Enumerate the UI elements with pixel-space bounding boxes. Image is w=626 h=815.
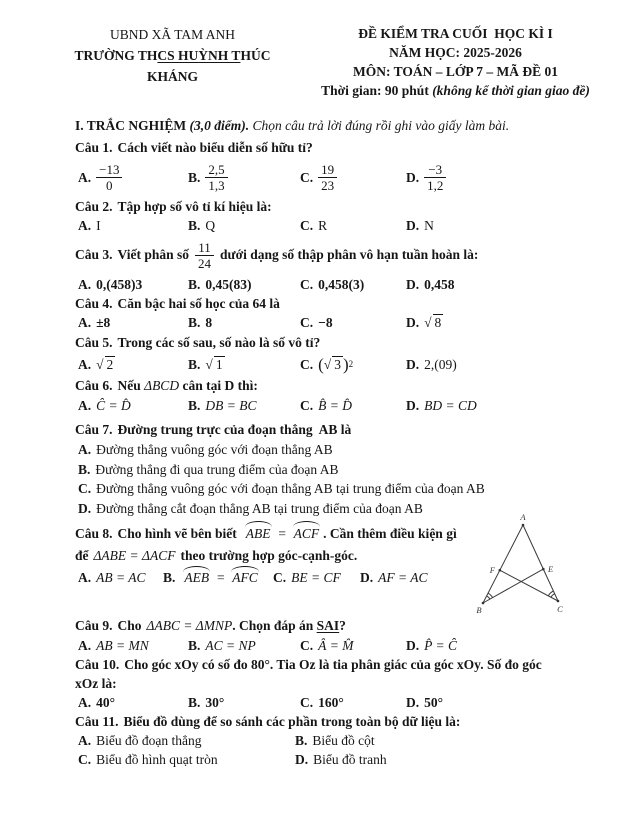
fraction: $\frac{-13}{0}$ <box>96 162 122 193</box>
sqrt-expression: √ 8 <box>424 315 442 330</box>
question-2-options <box>75 216 574 235</box>
q10-option-a: A. 40° <box>78 695 116 710</box>
q9-option-d: D. P̂ = Ĉ <box>406 638 457 653</box>
fraction: $\frac{2,5}{1,3}$ <box>205 162 227 193</box>
question-8-label: Câu 8. <box>75 526 113 541</box>
q2-option-c: C. R <box>300 218 328 233</box>
q7-option-a: A. Đường thẳng vuông góc với đoạn thẳng AB <box>78 442 333 457</box>
q3-option-a: A. 0,(458)3 <box>78 277 143 292</box>
fraction: $\frac{-3}{1,2}$ <box>424 162 446 193</box>
question-3-text: Câu 3. Viết phân số $\frac{11}{24}$ dưới dạng số thập phân vô hạn tuần hoàn là: <box>75 239 479 271</box>
sqrt-expression: √ 3 <box>323 356 341 372</box>
question-4-text: Căn bậc hai số học của 64 là <box>117 296 280 311</box>
question-4 <box>75 294 574 333</box>
widehat-angle: ABE <box>244 523 273 545</box>
q9-option-c: C. Â = M̂ <box>300 638 354 653</box>
q6-option-d: D. BD = CD <box>406 398 477 413</box>
org-name: UBND XÃ TAM ANH <box>109 27 236 42</box>
question-2-text: Tập hợp số vô tỉ kí hiệu là: <box>117 199 272 214</box>
subject-line: MÔN: TOÁN – LỚP 7 – MÃ ĐỀ 01 <box>352 64 558 79</box>
question-1-label: Câu 1. <box>75 140 113 155</box>
school-header <box>50 24 295 100</box>
q9-option-b: B. AC = NP <box>188 638 256 653</box>
question-10-text: Cho góc xOy có số đo 80°. Tia Oz là tia phân giác của góc xOy. Số đo góc <box>124 657 542 672</box>
q4-option-b: B. 8 <box>188 315 213 330</box>
question-6: Câu 6. Nếu ΔBCD cân tại D thì: A. Ĉ = D̂ B. DB = BC C. B̂ = D̂ D. BD = CD <box>75 376 574 416</box>
q5-option-b: B. √ 1 <box>188 356 223 372</box>
question-6-options <box>75 396 574 416</box>
question-3 <box>75 235 574 294</box>
q8-option-c: C. BE = CF <box>273 570 341 585</box>
question-2 <box>75 197 574 235</box>
question-11-text: Biểu đồ dùng để so sánh các phần trong toàn bộ dữ liệu là: <box>123 714 461 729</box>
q11-option-c: C. Biểu đồ hình quạt tròn <box>78 752 218 767</box>
q9-option-a: A. AB = MN <box>78 638 149 653</box>
figure-label-a: A <box>520 512 526 522</box>
q8-option-b: B. AEB = AFC <box>163 570 258 585</box>
question-4-options <box>75 313 574 333</box>
q6-option-b: B. DB = BC <box>188 398 257 413</box>
q4-option-a: A. ±8 <box>78 315 111 330</box>
question-10-label: Câu 10. <box>75 657 120 672</box>
school-name: TRƯỜNG THCS HUỲNH THÚC KHÁNG <box>74 48 271 84</box>
q10-option-b: B. 30° <box>188 695 225 710</box>
figure-label-c: C <box>557 604 563 614</box>
q10-option-c: C. 160° <box>300 695 344 710</box>
exam-title: ĐỀ KIỂM TRA CUỐI HỌC KÌ I <box>358 26 553 41</box>
section-heading: I. TRẮC NGHIỆM (3,0 điểm). Chọn câu trả lời đúng rồi ghi vào giấy làm bài. <box>75 118 510 133</box>
widehat-angle: AFC <box>232 570 258 585</box>
q7-option-d: D. Đường thẳng cắt đoạn thẳng AB tại trung điểm của đoạn AB <box>78 500 423 516</box>
math-expression: ΔABE = ΔACF <box>93 548 176 563</box>
q11-option-a: A. Biểu đồ đoạn thẳng <box>78 733 202 748</box>
exam-body <box>0 116 626 769</box>
figure-label-e: E <box>548 564 554 574</box>
q2-option-a: A. I <box>78 218 101 233</box>
question-5 <box>75 333 574 376</box>
q3-option-b: B. 0,45(83) <box>188 277 252 292</box>
q11-option-b: B. Biểu đồ cột <box>295 733 375 748</box>
figure-label-b: B <box>476 605 482 615</box>
time-line: Thời gian: 90 phút (không kể thời gian giao đề) <box>321 83 590 98</box>
question-5-text: Trong các số sau, số nào là số vô tỉ? <box>117 335 321 350</box>
question-8-text: Câu 8. Cho hình vẽ bên biết ABE = ACF . Cần thêm điều kiện gì để ΔABE = ΔACF theo trường hợp góc-cạnh-góc. <box>75 523 479 567</box>
q8-option-d: D. AF = AC <box>360 570 428 585</box>
math-expression: ΔBCD <box>144 378 180 393</box>
question-1-options <box>75 157 574 197</box>
q8-option-a: A. AB = AC <box>78 570 146 585</box>
q6-option-a: A. Ĉ = D̂ <box>78 398 131 413</box>
sqrt-expression: √ 1 <box>205 356 223 372</box>
q3-option-d: D. 0,458 <box>406 277 455 292</box>
q4-option-c: C. −8 <box>300 315 333 330</box>
question-9-options <box>75 636 574 655</box>
q3-option-c: C. 0,458(3) <box>300 277 365 292</box>
sai-emphasis: SAI <box>316 618 340 633</box>
question-11 <box>75 712 574 769</box>
school-year: NĂM HỌC: 2025-2026 <box>389 45 522 60</box>
question-10-options <box>75 693 574 712</box>
q2-option-b: B. Q <box>188 218 216 233</box>
question-3-options <box>75 275 574 294</box>
q7-option-c: C. Đường thẳng vuông góc với đoạn thẳng AB tại trung điểm của đoạn AB <box>78 481 485 496</box>
q11-option-d: D. Biểu đồ tranh <box>295 752 387 767</box>
question-1-text: Cách viết nào biểu diễn số hữu tỉ? <box>117 140 313 155</box>
question-10 <box>75 655 574 712</box>
q1-option-c: C. $\frac{19}{23}$ <box>300 157 406 197</box>
question-8 <box>75 512 574 616</box>
q5-option-a: A. √ 2 <box>78 356 114 372</box>
q2-option-d: D. N <box>406 218 434 233</box>
q10-option-d: D. 50° <box>406 695 444 710</box>
q1-option-d: D. $\frac{-3}{1,2}$ <box>406 157 574 197</box>
question-2-label: Câu 2. <box>75 199 113 214</box>
question-11-label: Câu 11. <box>75 714 119 729</box>
widehat-angle: AEB <box>184 570 210 585</box>
question-5-label: Câu 5. <box>75 335 113 350</box>
question-7-text: Đường trung trực của đoạn thẳng AB là <box>117 422 352 437</box>
q1-option-b: B. $\frac{2,5}{1,3}$ <box>188 157 300 197</box>
question-7 <box>75 420 574 518</box>
q5-option-c: C. ( √ 3 ) 2 <box>300 354 354 374</box>
question-9-label: Câu 9. <box>75 618 113 633</box>
q6-option-c: C. B̂ = D̂ <box>300 398 352 413</box>
fraction: $\frac{19}{23}$ <box>318 162 337 193</box>
question-5-options <box>75 352 574 376</box>
widehat-angle: ACF <box>292 523 322 545</box>
question-4-label: Câu 4. <box>75 296 113 311</box>
exam-header <box>295 24 626 100</box>
triangle-figure <box>471 509 577 617</box>
q1-option-a: A. $\frac{-13}{0}$ <box>78 157 188 197</box>
q7-option-b: B. Đường thẳng đi qua trung điểm của đoạn AB <box>78 461 339 477</box>
question-3-label: Câu 3. <box>75 247 113 262</box>
sqrt-expression: √ 2 <box>96 356 114 372</box>
figure-label-f: F <box>489 565 495 575</box>
q4-option-d: D. √ 8 <box>406 313 574 333</box>
page-header <box>0 0 626 100</box>
question-10-text2: xOz là: <box>75 676 117 691</box>
fraction: $\frac{11}{24}$ <box>195 240 214 271</box>
question-1 <box>75 138 574 197</box>
q5-option-d: D. 2,(09) <box>406 356 457 372</box>
math-expression: ΔABC = ΔMNP <box>146 618 233 633</box>
question-6-label: Câu 6. <box>75 378 113 393</box>
question-7-label: Câu 7. <box>75 422 113 437</box>
question-9: Câu 9. Cho ΔABC = ΔMNP. Chọn đáp án SAI? A. AB = MN B. AC = NP C. Â = M̂ D. P̂ = Ĉ <box>75 616 574 655</box>
question-11-options <box>75 731 574 769</box>
